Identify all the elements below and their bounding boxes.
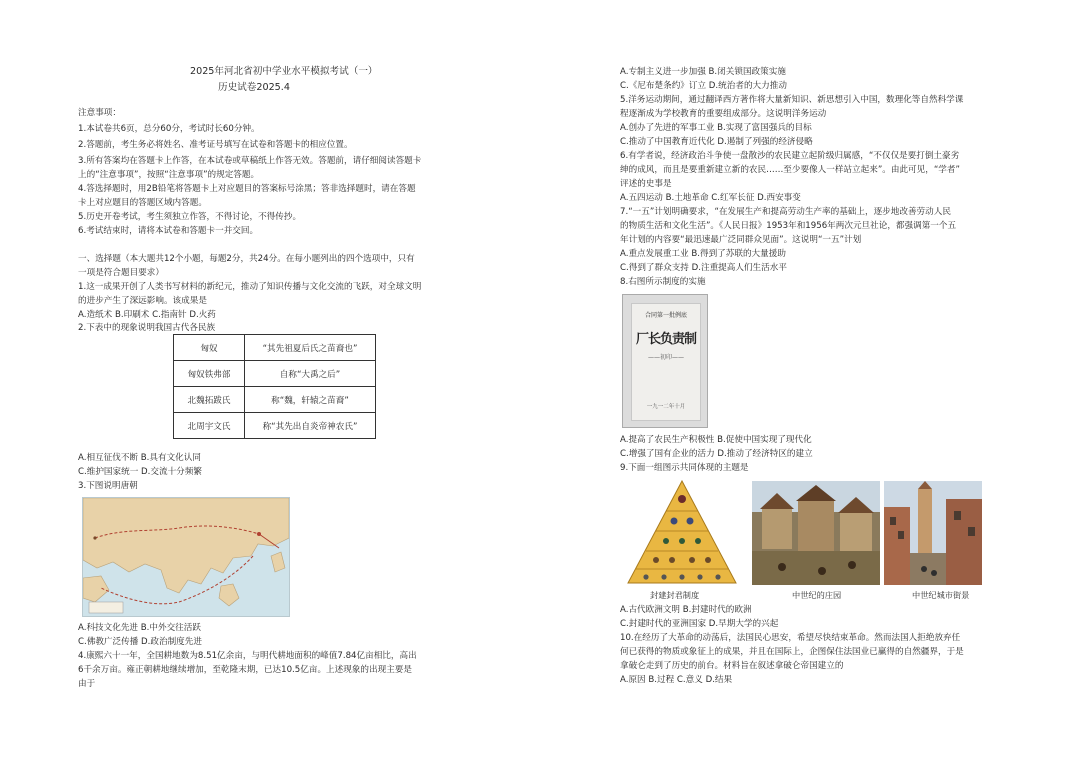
feudal-pyramid-image	[626, 479, 738, 587]
notice-line: 4.答选择题时，用2B铅笔将答题卡上对应题目的答案标号涂黑；答非选择题时，请在答题	[78, 184, 416, 194]
question-5-options: C.推动了中国教育近代化 D.遏制了列强的经济侵略	[620, 137, 813, 147]
question-1-options: A.造纸术 B.印刷术 C.指南针 D.火药	[78, 310, 216, 320]
map-graphic	[83, 498, 289, 616]
tang-trade-map	[82, 497, 290, 617]
question-8-options: A.提高了农民生产积极性 B.促使中国实现了现代化	[620, 435, 812, 445]
question-4: 6千余万亩。雍正朝耕地继续增加，至乾隆末期，已达10.5亿亩。上述现象的出现主要是	[78, 665, 412, 675]
question-7: 年计划的内容要“最迅速最广泛同群众见面”。这说明“一五”计划	[620, 235, 862, 245]
section-heading: 一项是符合题目要求）	[78, 268, 164, 278]
city-graphic	[884, 481, 982, 585]
question-4-options: C.《尼布楚条约》订立 D.统治者的大力推动	[620, 81, 787, 91]
notice-line: 1.本试卷共6页，总分60分，考试时长60分钟。	[78, 124, 260, 134]
question-4-options: A.专制主义进一步加强 B.闭关锁国政策实施	[620, 67, 786, 77]
notice-line: 卡上对应题目的答题区域内答题。	[78, 198, 207, 208]
manor-graphic	[752, 481, 880, 585]
question-4: 由于	[78, 679, 96, 689]
ethnic-origin-table	[173, 334, 376, 439]
caption-city: 中世纪城市街景	[912, 590, 970, 600]
doc-top-text: 合同第一批例底	[644, 312, 687, 319]
notice-line: 2.答题前，考生务必将姓名、准考证号填写在试卷和答题卡的相应位置。	[78, 140, 353, 150]
question-5: 程逐渐成为学校教育的重要组成部分。这说明洋务运动	[620, 109, 827, 119]
factory-director-doc-photo	[622, 294, 708, 428]
question-9-options: C.封建时代的亚洲国家 D.早期大学的兴起	[620, 619, 779, 629]
table-row	[174, 387, 376, 413]
table-cell: 匈奴铁弗部	[174, 361, 245, 387]
table-cell: 自称“大禹之后”	[245, 361, 376, 387]
caption-manor: 中世纪的庄园	[792, 590, 842, 600]
question-6: 绅的成风，而且是要重新建立新的农民……至少要像人一样站立起来”。由此可见，“学者”	[620, 165, 960, 175]
question-8-options: C.增强了国有企业的活力 D.推动了经济特区的建立	[620, 449, 813, 459]
question-7: 的物质生活和文化生活”。《人民日报》1953年和1956年两次元旦社论，都强调第一个五	[620, 221, 957, 231]
section-heading: 一、选择题（本大题共12个小题，每题2分，共24分。在每小题列出的四个选项中，只有	[78, 254, 415, 264]
notice-line: 5.历史开卷考试，考生须独立作答，不得讨论，不得传抄。	[78, 212, 302, 222]
question-6-options: A.五四运动 B.土地革命 C.红军长征 D.西安事变	[620, 193, 801, 203]
notice-line: 上的“注意事项”，按照“注意事项”的规定答题。	[78, 170, 260, 180]
caption-feudal: 封建封君制度	[650, 590, 700, 600]
table-cell: “其先祖夏后氏之苗裔也”	[245, 335, 376, 361]
doc-sub-text: ——初印——	[647, 354, 684, 361]
table-row	[174, 361, 376, 387]
question-2-options: A.相互征伐不断 B.具有文化认同	[78, 453, 201, 463]
question-5: 5.洋务运动期间，通过翻译西方著作将大量新知识、新思想引入中国，数理化等自然科学课	[620, 95, 964, 105]
table-cell: 称“魏，轩辕之苗裔”	[245, 387, 376, 413]
question-3-options: C.佛教广泛传播 D.政治制度先进	[78, 637, 202, 647]
question-9-options: A.古代欧洲文明 B.封建时代的欧洲	[620, 605, 752, 615]
question-10: 10.在经历了大革命的动荡后，法国民心思安，希望尽快结束革命。然而法国人拒绝放弃任	[620, 633, 961, 643]
question-3: 3.下图说明唐朝	[78, 481, 138, 491]
question-9: 9.下面一组图示共同体现的主题是	[620, 463, 749, 473]
question-5-options: A.创办了先进的军事工业 B.实现了富国强兵的目标	[620, 123, 812, 133]
left-page	[78, 0, 464, 764]
pyramid-graphic	[626, 479, 738, 587]
question-2-options: C.维护国家统一 D.交流十分频繁	[78, 467, 202, 477]
question-10: 何已获得的物质或象征上的成果，并且在国际上，企图保住法国业已赢得的自然疆界，于是	[620, 647, 964, 657]
table-cell: 称“其先出自炎帝神农氏”	[245, 413, 376, 439]
doc-main-text: 厂长负责制	[635, 332, 696, 347]
exam-title: 2025年河北省初中学业水平模拟考试（一）	[190, 66, 378, 77]
right-page	[620, 0, 1030, 764]
medieval-city-image	[884, 481, 982, 585]
table-row	[174, 335, 376, 361]
notice-line: 6.考试结束时，请将本试卷和答题卡一并交回。	[78, 226, 259, 236]
question-6: 评述的史事是	[620, 179, 672, 189]
table-cell: 北周宇文氏	[174, 413, 245, 439]
document-sheet	[631, 303, 701, 421]
table-cell: 北魏拓跋氏	[174, 387, 245, 413]
exam-subtitle: 历史试卷2025.4	[218, 82, 290, 93]
doc-bottom-text: 一九一二年十月	[646, 404, 686, 410]
question-10: 拿破仑走到了历史的前台。材料旨在叙述拿破仑帝国建立的	[620, 661, 844, 671]
question-3-options: A.科技文化先进 B.中外交往活跃	[78, 623, 201, 633]
question-4: 4.康熙六十一年，全国耕地数为8.51亿余亩，与明代耕地面积的峰值7.84亿亩相比，高出	[78, 651, 417, 661]
question-7-options: C.得到了群众支持 D.注重提高人们生活水平	[620, 263, 787, 273]
question-6: 6.有学者说，经济政治斗争使一盘散沙的农民建立起阶级归属感，“不仅仅是要打倒土豪劣	[620, 151, 960, 161]
table-row	[174, 413, 376, 439]
notice-line: 3.所有答案均在答题卡上作答，在本试卷或草稿纸上作答无效。答题前，请仔细阅读答题卡	[78, 156, 422, 166]
question-1: 的进步产生了深远影响。该成果是	[78, 296, 207, 306]
question-1: 1.这一成果开创了人类书写材料的新纪元，推动了知识传播与文化交流的飞跃，对全球文明	[78, 282, 422, 292]
table-cell: 匈奴	[174, 335, 245, 361]
question-8: 8.右图所示制度的实施	[620, 277, 706, 287]
question-7-options: A.重点发展重工业 B.得到了苏联的大量援助	[620, 249, 786, 259]
question-7: 7.“一五”计划明确要求，“在发展生产和提高劳动生产率的基础上，逐步地改善劳动人民	[620, 207, 951, 217]
question-10-options: A.原因 B.过程 C.意义 D.结果	[620, 675, 733, 685]
manor-image	[752, 481, 880, 585]
notice-title: 注意事项：	[78, 108, 121, 118]
question-2: 2.下表中的现象说明我国古代各民族	[78, 323, 216, 333]
